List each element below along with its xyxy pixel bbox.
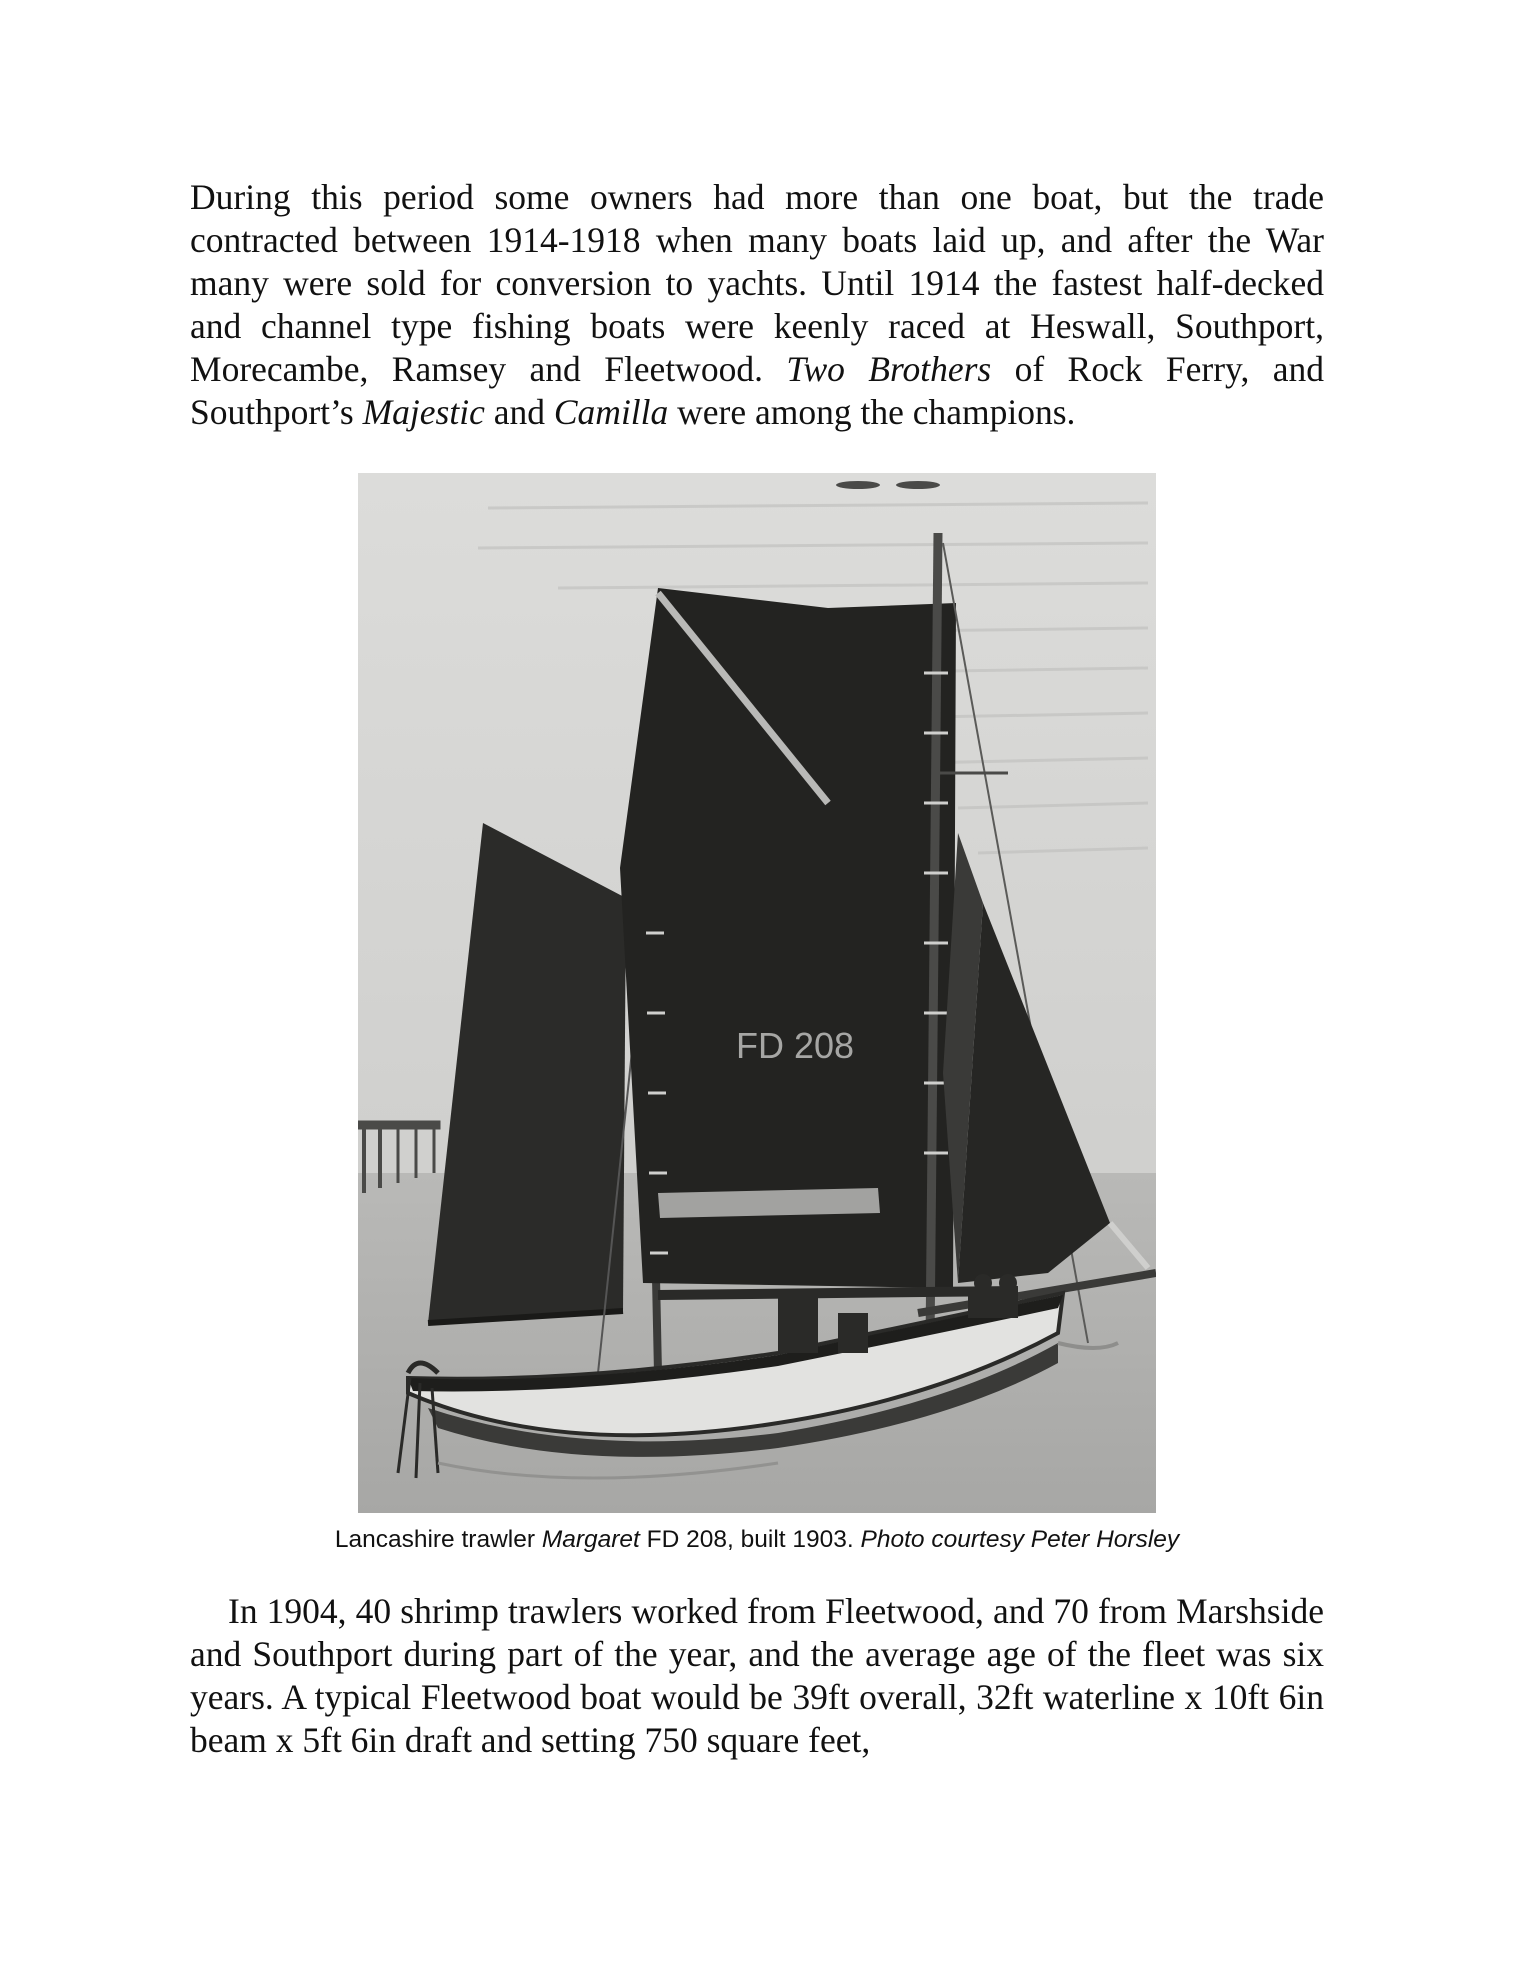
boat-name-two-brothers: Two Brothers (786, 349, 992, 389)
caption-details: FD 208, built 1903. (646, 1526, 854, 1553)
trawler-photograph (358, 473, 1156, 1513)
caption-boat-name: Margaret (541, 1526, 640, 1553)
caption-credit: Photo courtesy Peter Horsley (860, 1526, 1180, 1553)
para1-end: were among the champions. (677, 392, 1076, 432)
boat-name-camilla: Camilla (553, 392, 669, 432)
para1-mid2: and (493, 392, 545, 432)
para1-intro: During this period some owners had more than one boat, but the trade contracted between 1914-1918 when many boats laid up, and after the War many were sold for conversion to yachts. Until 1914 the fastest half-decked and channel type fishing boats were keenly raced at Heswall, Southport, Morecambe, Ramsey and Fleetwood. (190, 177, 1324, 389)
paragraph-fleet-1904 (190, 1590, 1324, 1762)
para1-mid1: of Rock Ferry, and Southport’s (190, 349, 1324, 432)
para2-text: In 1904, 40 shrimp trawlers worked from Fleetwood, and 70 from Marshside and Southport during part of the year, and the average age of the fleet was six years. A typical Fleetwood boat would be 39ft overall, 32ft waterline x 10ft 6in beam x 5ft 6in draft and setting 750 square feet, (190, 1591, 1324, 1760)
sail-number: FD 208 (736, 1025, 855, 1066)
caption-prefix: Lancashire trawler (334, 1526, 535, 1553)
trawler-photo-drawing (358, 473, 1156, 1513)
boat-name-majestic: Majestic (362, 392, 485, 432)
photo-caption (190, 1524, 1324, 1556)
paragraph-racing-history (190, 176, 1324, 434)
